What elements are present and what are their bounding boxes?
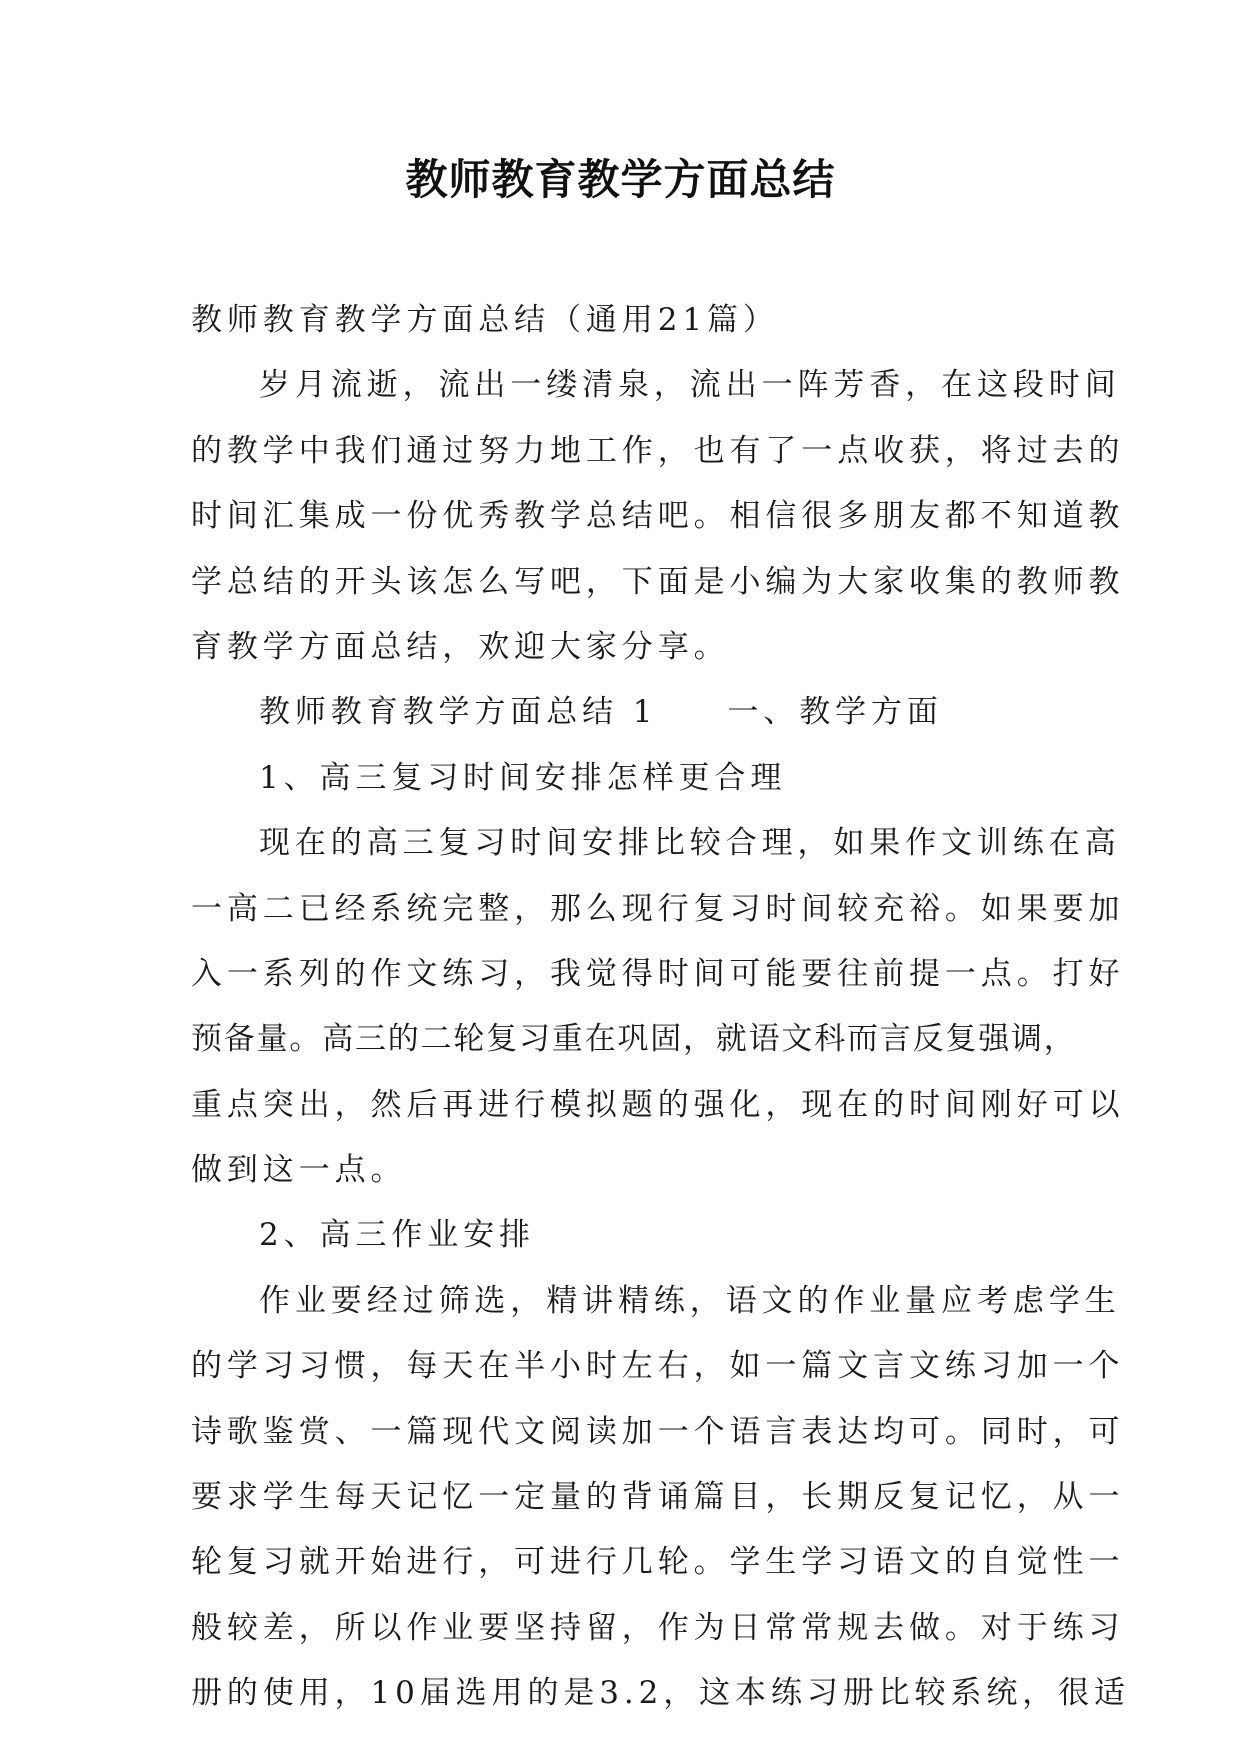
paragraph-line: 时间汇集成一份优秀教学总结吧。相信很多朋友都不知道教	[191, 498, 1125, 535]
item-heading: 1、高三复习时间安排怎样更合理	[259, 759, 787, 796]
paragraph-line: 轮复习就开始进行，可进行几轮。学生学习语文的自觉性一	[191, 1544, 1125, 1581]
section-heading-line	[191, 680, 1053, 745]
paragraph-line: 作业要经过筛选，精讲精练，语文的作业量应考虑学生	[259, 1282, 1121, 1319]
paragraph-line: 学总结的开头该怎么写吧，下面是小编为大家收集的教师教	[191, 563, 1125, 600]
paragraph-line: 般较差，所以作业要坚持留，作为日常常规去做。对于练习	[191, 1609, 1125, 1646]
paragraph-line: 重点突出，然后再进行模拟题的强化，现在的时间刚好可以	[191, 1086, 1125, 1123]
paragraph-line: 的教学中我们通过努力地工作，也有了一点收获，将过去的	[191, 432, 1125, 469]
paragraph-line: 的学习习惯，每天在半小时左右，如一篇文言文练习加一个	[191, 1348, 1125, 1385]
section-heading: 教师教育教学方面总结 1	[259, 694, 658, 731]
paragraph-line: 册的使用，10届选用的是3.2，这本练习册比较系统，很适	[191, 1675, 1130, 1712]
paragraph-line: 育教学方面总结，欢迎大家分享。	[191, 628, 730, 665]
subtitle-line: 教师教育教学方面总结（通用21篇）	[191, 302, 779, 338]
item-heading: 2、高三作业安排	[259, 1217, 535, 1254]
paragraph-line: 诗歌鉴赏、一篇现代文阅读加一个语言表达均可。同时，可	[191, 1413, 1125, 1450]
document-title: 教师教育教学方面总结	[405, 155, 836, 204]
document-body	[191, 288, 1130, 1727]
paragraph-line: 岁月流逝，流出一缕清泉，流出一阵芳香，在这段时间	[259, 367, 1121, 404]
paragraph-line: 入一系列的作文练习，我觉得时间可能要往前提一点。打好	[191, 955, 1125, 992]
paragraph-line: 现在的高三复习时间安排比较合理，如果作文训练在高	[259, 825, 1121, 862]
paragraph-line: 一高二已经系统完整，那么现行复习时间较充裕。如果要加	[191, 890, 1125, 927]
paragraph-line: 预备量。高三的二轮复习重在巩固，就语文科而言反复强调，	[191, 1021, 1077, 1058]
paragraph-line: 做到这一点。	[191, 1152, 407, 1189]
subsection-heading: 一、教学方面	[727, 694, 943, 731]
paragraph-line: 要求学生每天记忆一定量的背诵篇目，长期反复记忆，从一	[191, 1479, 1125, 1516]
